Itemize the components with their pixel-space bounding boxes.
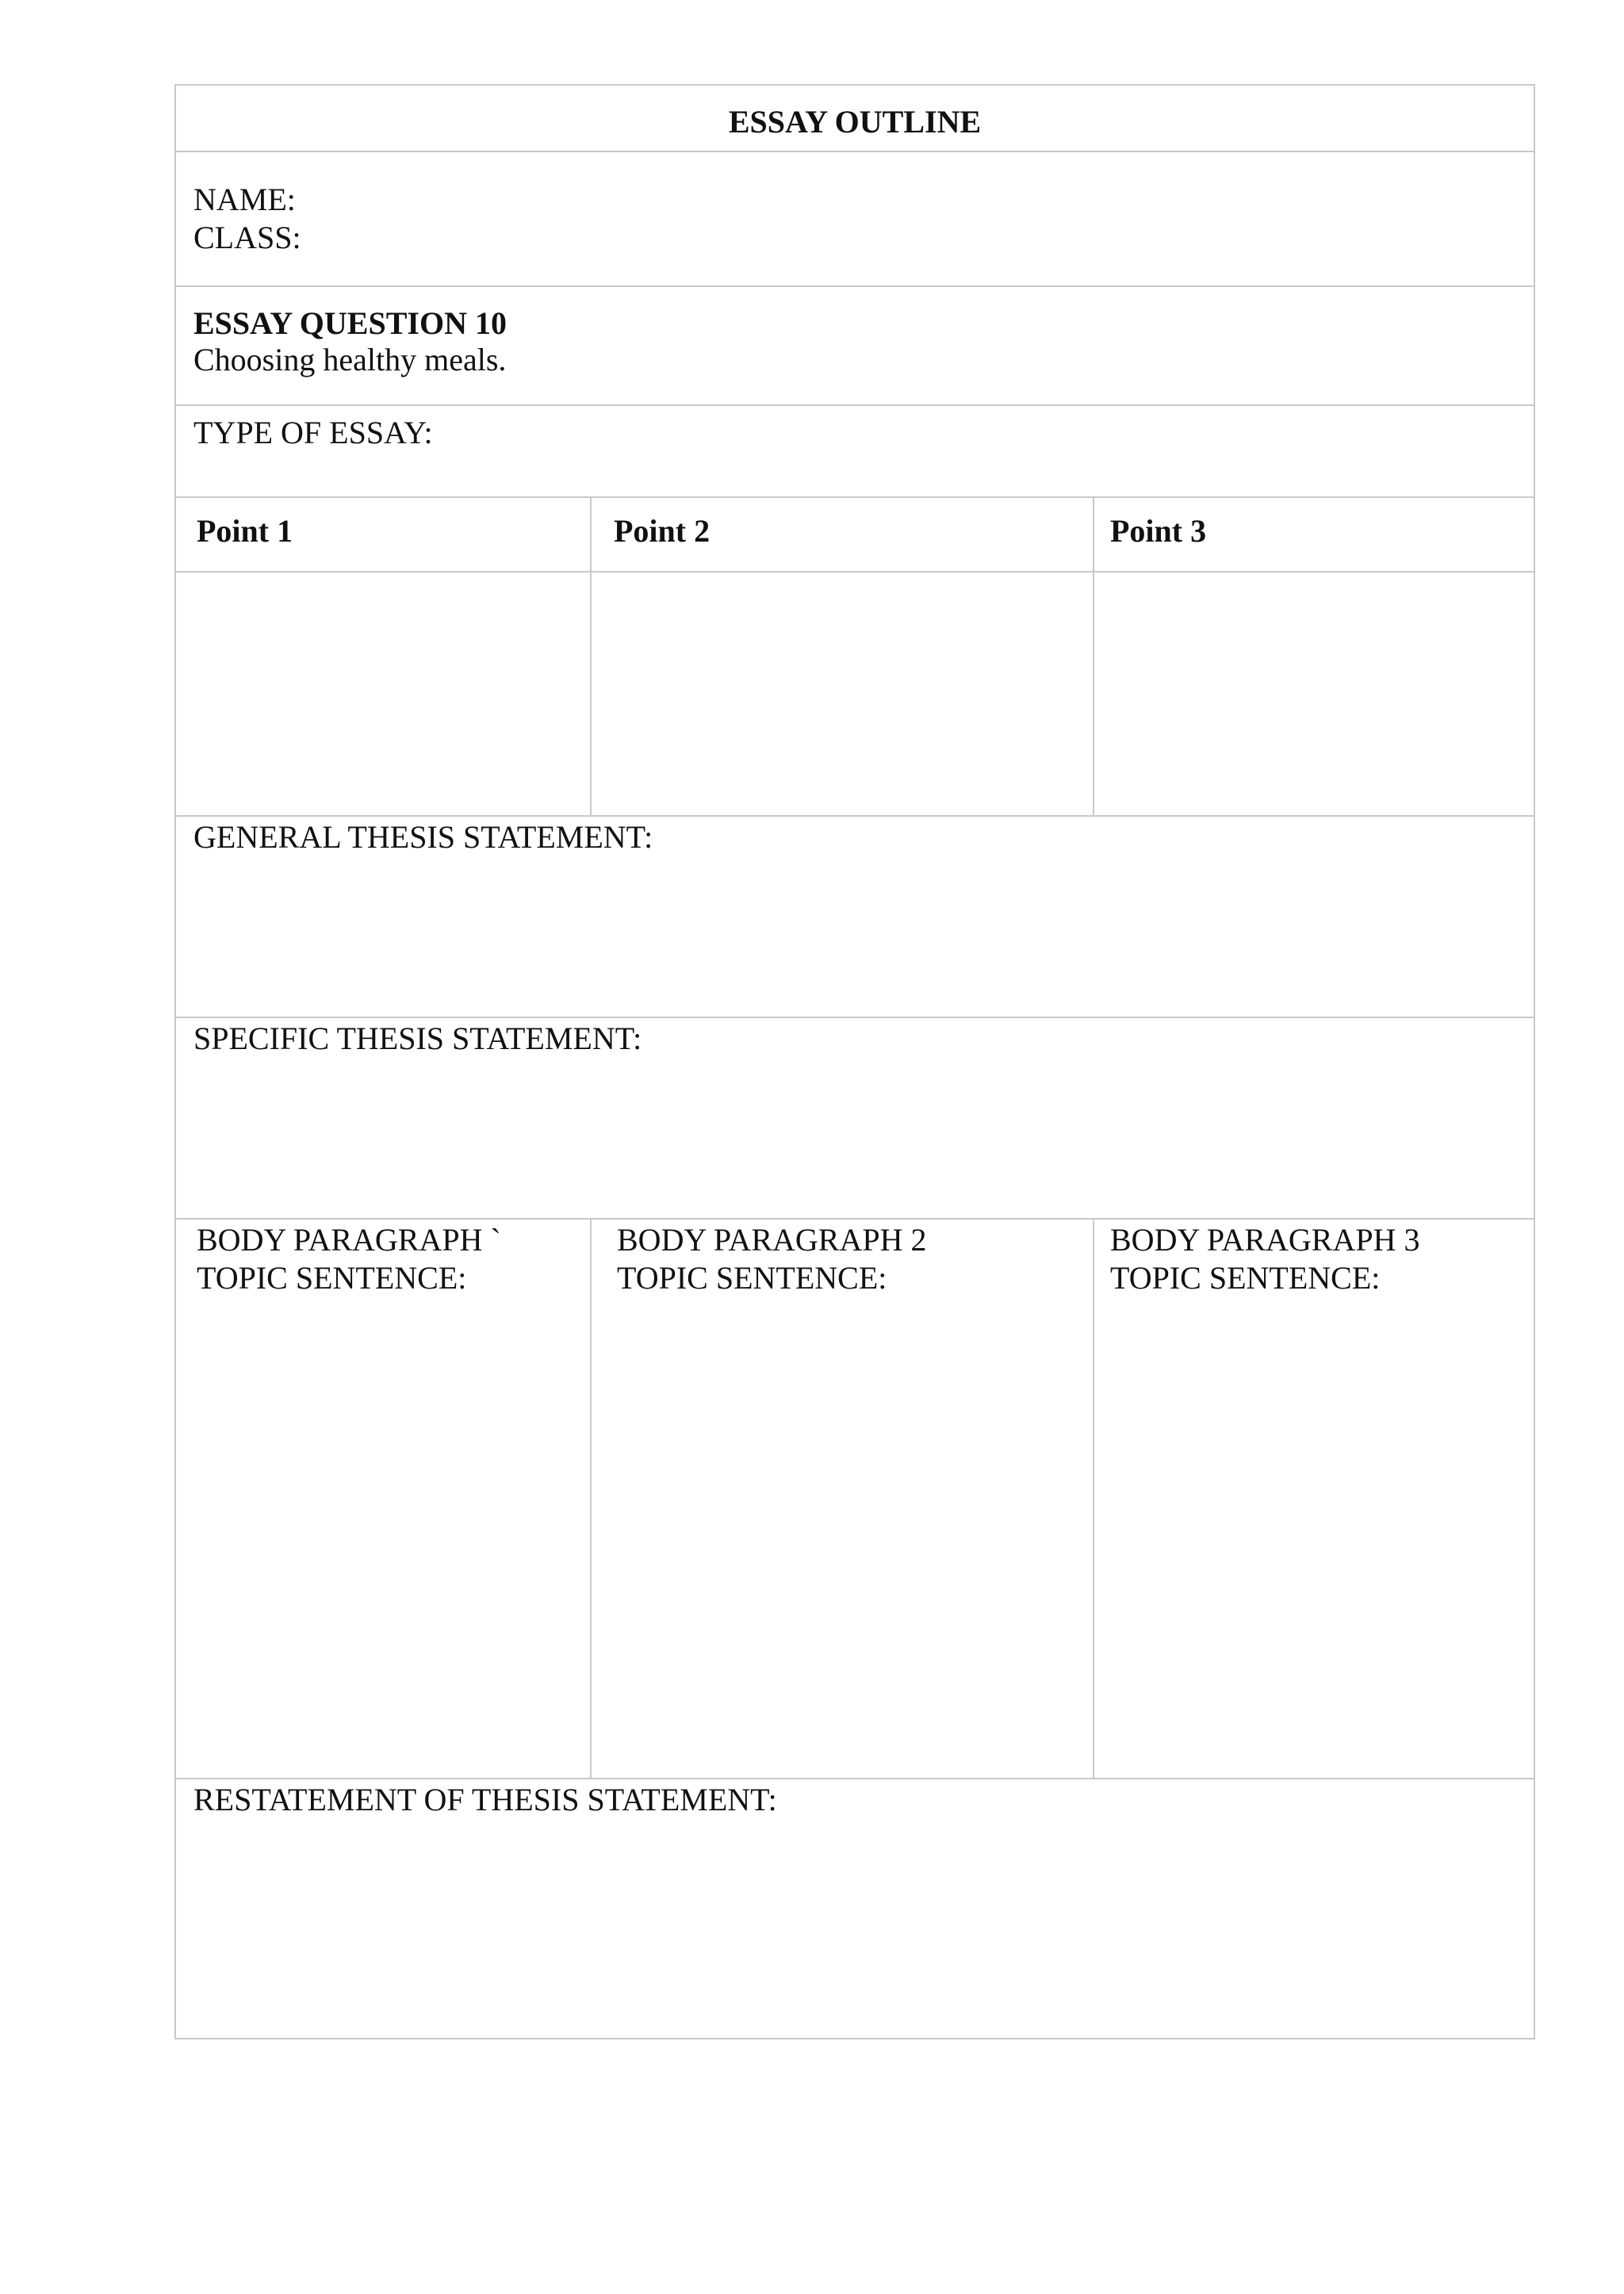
class-label: CLASS: — [193, 220, 301, 255]
restatement-row — [176, 1779, 1534, 2038]
general-thesis-label: GENERAL THESIS STATEMENT: — [193, 819, 653, 855]
point-2-label: Point 2 — [614, 513, 710, 549]
point-2-answer-cell — [592, 573, 1094, 815]
student-info-row — [176, 152, 1534, 287]
page-title: ESSAY OUTLINE — [728, 104, 982, 140]
body-paragraph-3-cell — [1094, 1220, 1534, 1778]
body-paragraph-1-heading: BODY PARAGRAPH ` — [197, 1222, 501, 1258]
essay-type-row — [176, 406, 1534, 498]
point-3-header-cell — [1094, 498, 1534, 571]
essay-outline-table — [174, 84, 1535, 2039]
body-paragraph-1-topic-label: TOPIC SENTENCE: — [197, 1260, 467, 1296]
body-paragraph-1-cell — [176, 1220, 592, 1778]
point-2-header-cell — [592, 498, 1094, 571]
point-1-answer-cell — [176, 573, 592, 815]
body-paragraph-2-topic-label: TOPIC SENTENCE: — [617, 1260, 887, 1296]
point-1-label: Point 1 — [197, 513, 293, 549]
point-1-header-cell — [176, 498, 592, 571]
essay-question-row — [176, 287, 1534, 406]
restatement-label: RESTATEMENT OF THESIS STATEMENT: — [193, 1782, 777, 1817]
essay-question-heading: ESSAY QUESTION 10 — [193, 305, 507, 341]
body-paragraph-2-cell — [592, 1220, 1094, 1778]
points-content-row — [176, 573, 1534, 817]
essay-type-label: TYPE OF ESSAY: — [193, 415, 433, 450]
specific-thesis-row — [176, 1018, 1534, 1220]
essay-question-text: Choosing healthy meals. — [193, 342, 507, 377]
point-3-label: Point 3 — [1110, 513, 1207, 549]
title-row — [176, 86, 1534, 152]
specific-thesis-label: SPECIFIC THESIS STATEMENT: — [193, 1021, 642, 1056]
general-thesis-row — [176, 817, 1534, 1018]
body-paragraphs-row — [176, 1220, 1534, 1779]
body-paragraph-3-heading: BODY PARAGRAPH 3 — [1110, 1222, 1420, 1258]
points-header-row — [176, 498, 1534, 573]
body-paragraph-2-heading: BODY PARAGRAPH 2 — [617, 1222, 927, 1258]
point-3-answer-cell — [1094, 573, 1534, 815]
name-label: NAME: — [193, 182, 296, 217]
body-paragraph-3-topic-label: TOPIC SENTENCE: — [1110, 1260, 1381, 1296]
